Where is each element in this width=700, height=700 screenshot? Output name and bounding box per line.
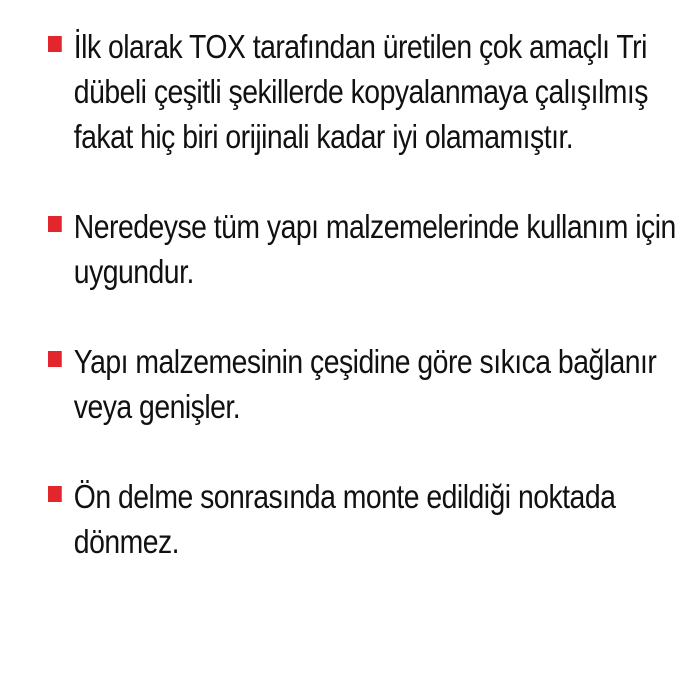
square-bullet-icon [48, 216, 62, 232]
square-bullet-icon [48, 351, 62, 367]
bullet-item [48, 474, 693, 564]
bullet-text: Neredeyse tüm yapı malzemelerinde kullanım için uygundur. [73, 208, 676, 290]
bullet-text: İlk olarak TOX tarafından üretilen çok amaçlı Tri dübeli çeşitli şekillerde kopyalanmaya çalışılmış fakat hiç biri orijinali kadar iyi olamamıştır. [73, 28, 648, 155]
bullet-item [48, 204, 693, 294]
bullet-item [48, 24, 693, 159]
square-bullet-icon [48, 36, 62, 52]
square-bullet-icon [48, 486, 62, 502]
feature-bullet-list [48, 24, 688, 564]
bullet-text: Yapı malzemesinin çeşidine göre sıkıca bağlanır veya genişler. [73, 343, 657, 425]
bullet-text: Ön delme sonrasında monte edildiği noktada dönmez. [73, 478, 616, 560]
bullet-item [48, 339, 693, 429]
